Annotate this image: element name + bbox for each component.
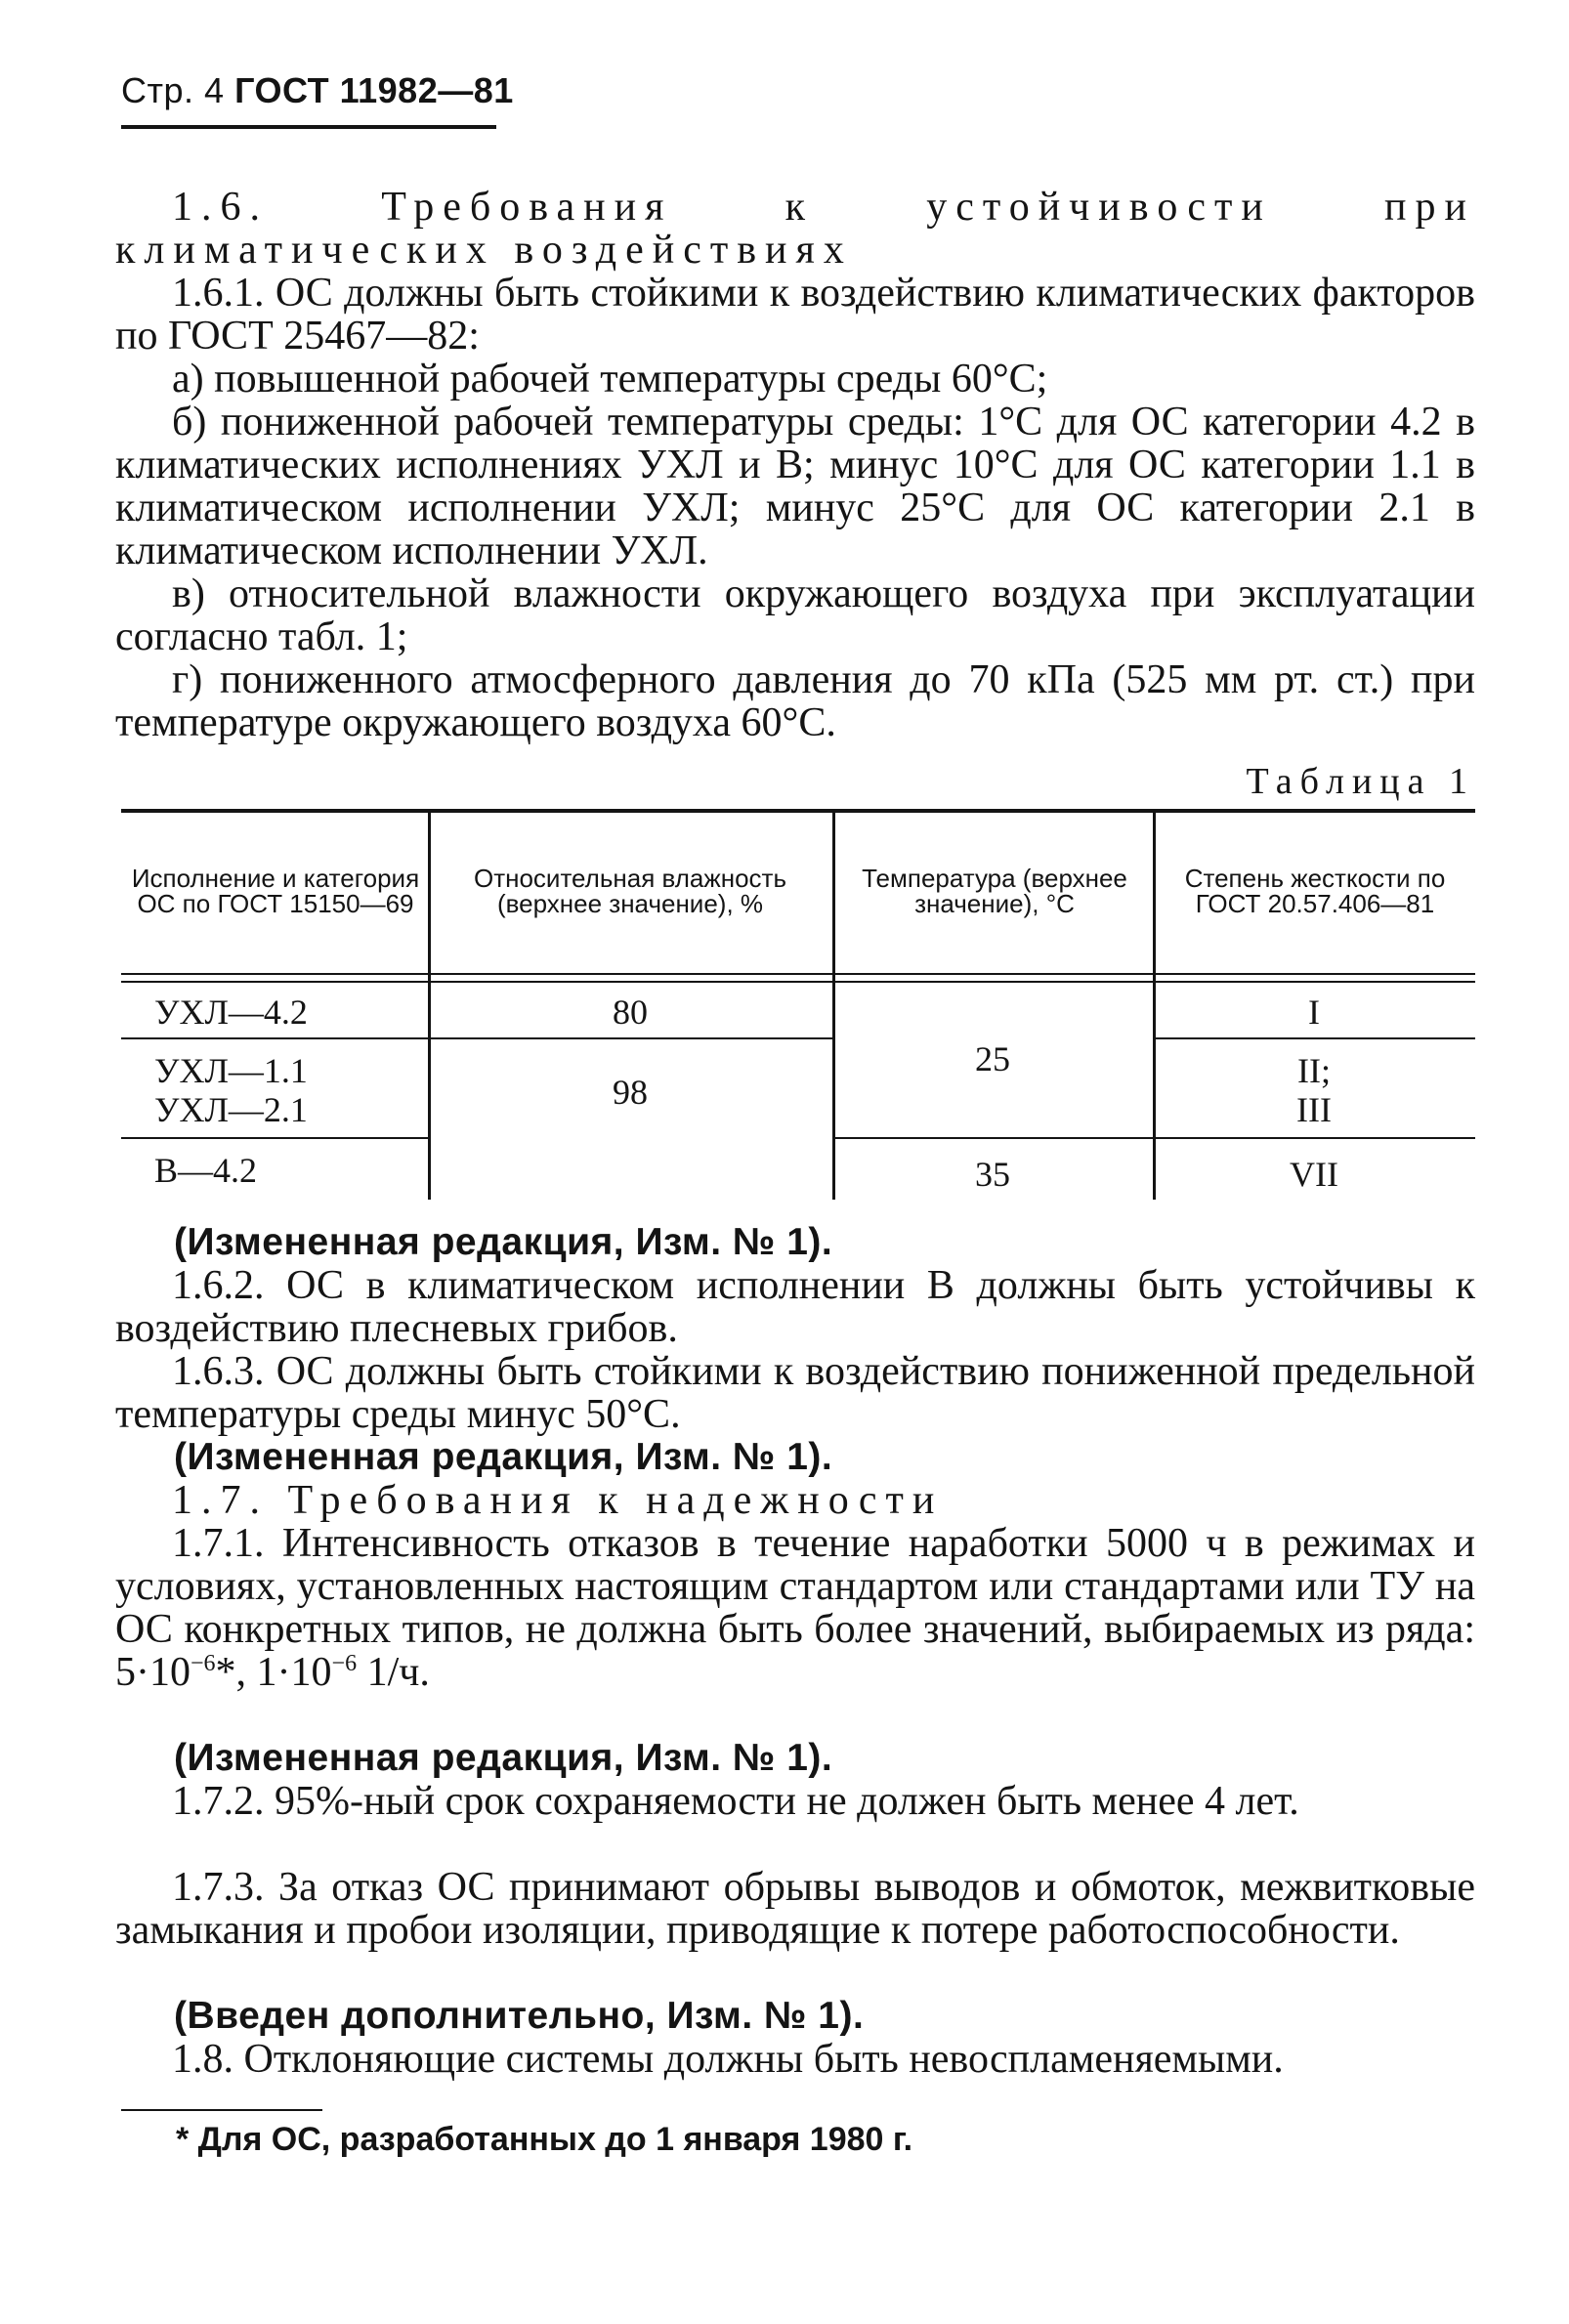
section-1-7-1 [115, 1522, 1475, 1694]
amendment-note: (Введен дополнительно, Изм. № 1). [174, 1995, 865, 2037]
amendment-note: (Измененная редакция, Изм. № 1). [174, 1221, 833, 1263]
item-a: а) повышенной рабочей температуры среды 60°С; [172, 357, 1048, 401]
table-cell: 35 [975, 1155, 1010, 1194]
item-v: в) относительной влажности окружающего воздуха при эксплуатации согласно табл. 1; [115, 571, 1475, 659]
table-title: Таблица 1 [1246, 761, 1475, 802]
table-cell: 80 [613, 993, 648, 1032]
failure-rate-exponent-2: −6 [331, 1651, 358, 1676]
section-1-7-2: 1.7.2. 95%-ный срок сохраняемости не должен быть менее 4 лет. [172, 1779, 1299, 1824]
header-doc-id: ГОСТ 11982—81 [234, 70, 514, 110]
section-1-6-title: 1.6. Требования к устойчивости при климатических воздействиях [115, 185, 1475, 273]
table-cell: УХЛ—2.1 [154, 1090, 308, 1129]
footnote: * Для ОС, разработанных до 1 января 1980 г. [176, 2121, 913, 2158]
table-header-temperature: Температура (верхнее значение), °С [862, 864, 1127, 918]
footnote-marker: *, [215, 1650, 247, 1695]
item-g: г) пониженного атмосферного давления до 70 кПа (525 мм рт. ст.) при температуре окружающего воздуха 60°С. [115, 657, 1475, 745]
amendment-note: (Измененная редакция, Изм. № 1). [174, 1737, 833, 1779]
table-row-rule [121, 1037, 428, 1039]
table-row-rule [1153, 1037, 1475, 1039]
table-cell: VII [1290, 1155, 1338, 1194]
failure-rate-value-2: 1·10 [256, 1650, 332, 1695]
table-col-divider-2 [832, 813, 835, 1200]
table-cell: 25 [975, 1039, 1010, 1078]
table-top-rule [121, 809, 1475, 813]
table-row-rule [428, 1037, 832, 1039]
section-1-7-title: 1.7. Требования к надежности [172, 1478, 944, 1523]
failure-rate-unit: 1/ч. [366, 1650, 430, 1695]
table-cell: III [1296, 1090, 1332, 1129]
table-header-severity: Степень жесткости по ГОСТ 20.57.406—81 [1184, 864, 1446, 918]
item-b: б) пониженной рабочей температуры среды: 1°С для ОС категории 4.2 в климатических исполнениях УХЛ и В; минус 10°С для ОС категории 1.1 в климатическом исполнении УХЛ; минус 25°С для ОС категории 2.1 в климатическом исполнении УХЛ. [115, 400, 1475, 573]
table-row-rule [832, 1137, 1153, 1139]
table-header-humidity: Относительная влажность (верхнее значение), % [473, 864, 787, 918]
table-row-rule [121, 1137, 428, 1139]
table-cell: УХЛ—4.2 [154, 993, 308, 1032]
amendment-note: (Измененная редакция, Изм. № 1). [174, 1436, 833, 1478]
section-1-8: 1.8. Отклоняющие системы должны быть невоспламеняемыми. [172, 2037, 1284, 2082]
section-1-7-3: 1.7.3. За отказ ОС принимают обрывы выводов и обмоток, межвитковые замыкания и пробои изоляции, приводящие к потере работоспособности. [115, 1865, 1475, 1953]
header-divider [121, 125, 496, 129]
table-row-rule [1153, 1137, 1475, 1139]
header-page-number: Стр. 4 [121, 70, 225, 110]
table-header-rule-1 [121, 973, 1475, 975]
table-cell: УХЛ—1.1 [154, 1051, 308, 1090]
table-header-rule-2 [121, 981, 1475, 983]
section-1-6-3: 1.6.3. ОС должны быть стойкими к воздействию пониженной предельной температуры среды минус 50°С. [115, 1349, 1475, 1437]
section-1-7-1-text: 1.7.1. Интенсивность отказов в течение наработки 5000 ч в режимах и условиях, установленных настоящим стандартом или стандартами или ТУ на ОС конкретных типов, не должна быть более значений, выбираемых из ряда: [115, 1521, 1475, 1652]
table-header-execution: Исполнение и категория ОС по ГОСТ 15150—69 [131, 864, 420, 918]
table-cell: I [1308, 993, 1320, 1032]
table-cell: 98 [613, 1073, 648, 1112]
section-1-6-1: 1.6.1. ОС должны быть стойкими к воздействию климатических факторов по ГОСТ 25467—82: [115, 271, 1475, 359]
failure-rate-exponent-1: −6 [191, 1651, 216, 1676]
footnote-divider [121, 2109, 322, 2111]
section-1-6-2: 1.6.2. ОС в климатическом исполнении В должны быть устойчивы к воздействию плесневых грибов. [115, 1263, 1475, 1351]
table-cell: В—4.2 [154, 1151, 258, 1190]
failure-rate-value-1: 5·10 [115, 1650, 191, 1695]
table-1 [121, 809, 1475, 1200]
page-header [121, 70, 514, 111]
table-cell: II; [1297, 1051, 1331, 1090]
